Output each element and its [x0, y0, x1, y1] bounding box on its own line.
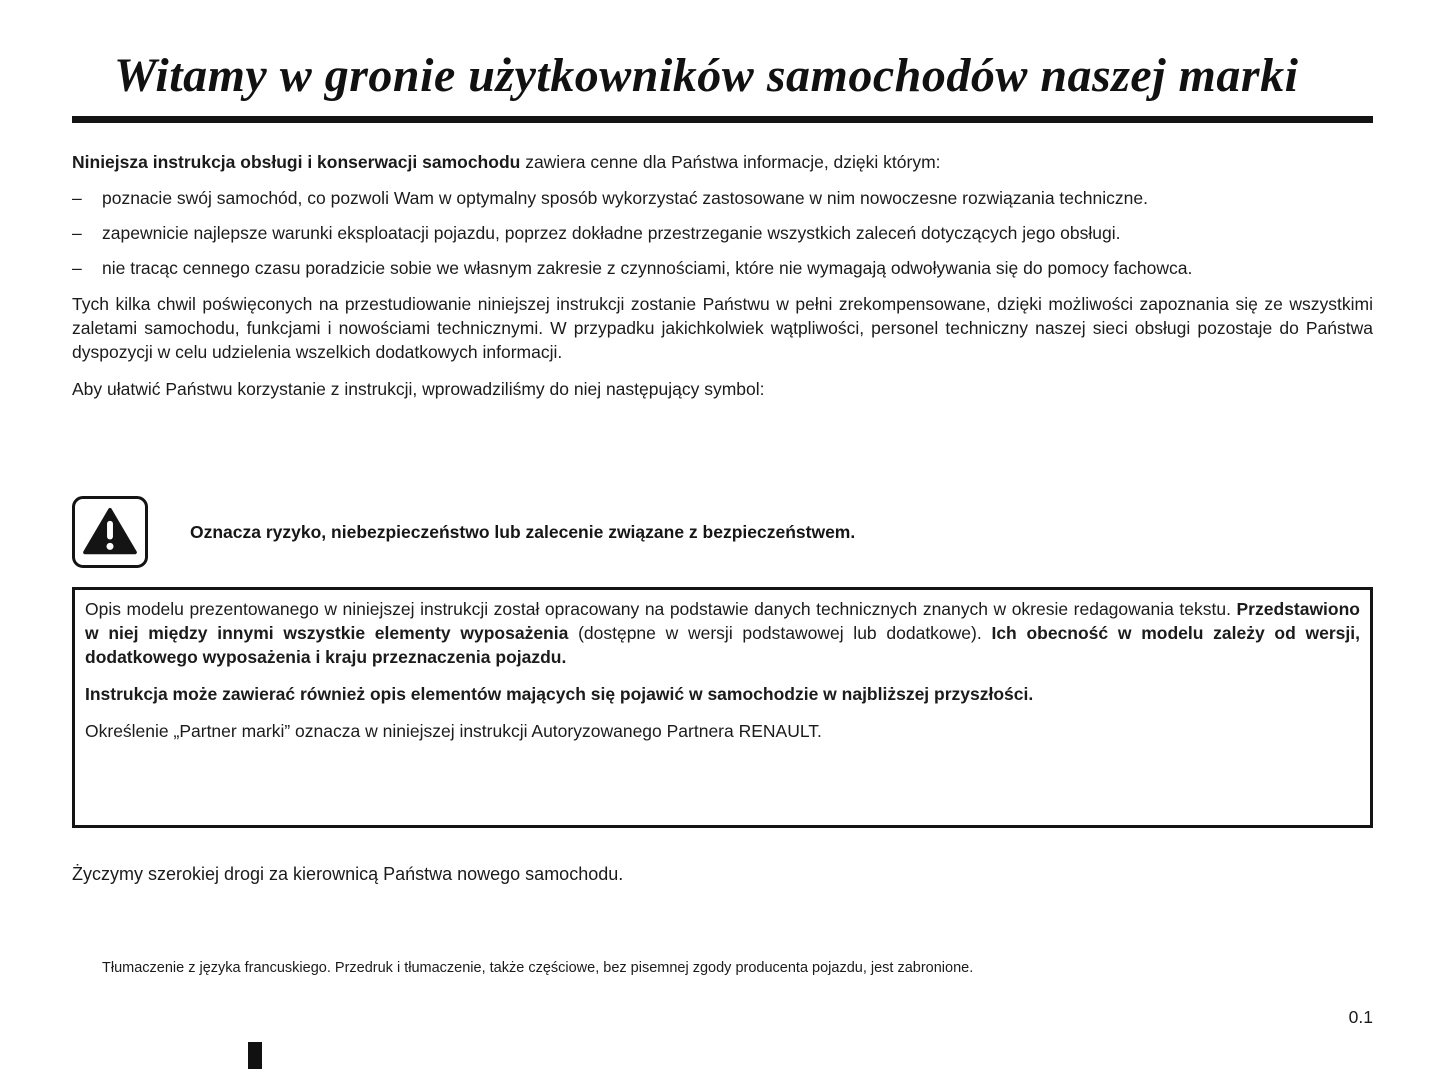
print-registration-mark — [248, 1042, 262, 1069]
bullet-dash: – — [72, 223, 82, 243]
warning-legend-text: Oznacza ryzyko, niebezpieczeństwo lub zalecenie związane z bezpieczeństwem. — [190, 521, 856, 542]
notice-text: (dostępne w wersji podstawowej lub dodatkowe). — [568, 623, 992, 643]
bullet-text: zapewnicie najlepsze warunki eksploatacji pojazdu, poprzez dokładne przestrzeganie wszystkich zaleceń dotyczących jego obsługi. — [102, 223, 1121, 243]
list-item — [72, 186, 1373, 210]
warning-legend — [72, 496, 1373, 568]
notice-paragraph-1 — [85, 597, 1360, 669]
copyright-footnote: Tłumaczenie z języka francuskiego. Przedruk i tłumaczenie, także częściowe, bez pisemnej zgody producenta pojazdu, jest zabronione. — [102, 960, 974, 976]
page-title: Witamy w gronie użytkowników samochodów naszej marki — [114, 49, 1299, 102]
bullet-list — [72, 186, 1373, 280]
page-number: 0.1 — [1348, 1007, 1373, 1027]
notice-box — [72, 587, 1373, 828]
intro-paragraph — [72, 150, 1373, 174]
notice-bold-text: Ich obecność w modelu zależy od wersji, dodatkowego wyposażenia i kraju przeznaczenia pojazdu. — [85, 623, 1360, 667]
benefit-paragraph: Tych kilka chwil poświęconych na przestudiowanie niniejszej instrukcji zostanie Państwu w pełni zrekompensowane, dzięki możliwości zapoznania się ze wszystkimi zaletami samochodu, funkcjami i nowościami technicznymi. W przypadku jakichkolwiek wątpliwości, personel techniczny naszej sieci obsługi pozostaje do Państwa dyspozycji w celu udzielenia wszelkich dodatkowych informacji. — [72, 294, 1373, 362]
closing-line: Życzymy szerokiej drogi za kierownicą Państwa nowego samochodu. — [72, 864, 624, 884]
list-item — [72, 221, 1373, 245]
bullet-dash: – — [72, 188, 82, 208]
notice-paragraph-3: Określenie „Partner marki” oznacza w niniejszej instrukcji Autoryzowanego Partnera RENAULT. — [85, 721, 822, 741]
warning-triangle-icon — [72, 496, 148, 568]
title-divider — [72, 116, 1373, 123]
notice-bold-text: Przedstawiono w niej między innymi wszystkie elementy wyposażenia — [85, 599, 1360, 643]
intro-rest-text: zawiera cenne dla Państwa informacje, dzięki którym: — [520, 152, 941, 172]
list-item — [72, 256, 1373, 280]
bullet-text: poznacie swój samochód, co pozwoli Wam w optymalny sposób wykorzystać zastosowane w nim nowoczesne rozwiązania techniczne. — [102, 188, 1148, 208]
intro-bold-text: Niniejsza instrukcja obsługi i konserwacji samochodu — [72, 152, 521, 172]
notice-paragraph-2: Instrukcja może zawierać również opis elementów mających się pojawić w samochodzie w najbliższej przyszłości. — [85, 684, 1034, 704]
bullet-dash: – — [72, 258, 82, 278]
symbol-paragraph: Aby ułatwić Państwu korzystanie z instrukcji, wprowadziliśmy do niej następujący symbol: — [72, 379, 765, 399]
notice-text: Opis modelu prezentowanego w niniejszej instrukcji został opracowany na podstawie danych technicznych znanych w okresie redagowania tekstu. — [85, 599, 1237, 619]
bullet-text: nie tracąc cennego czasu poradzicie sobie we własnym zakresie z czynnościami, które nie wymagają odwoływania się do pomocy fachowca. — [102, 258, 1193, 278]
